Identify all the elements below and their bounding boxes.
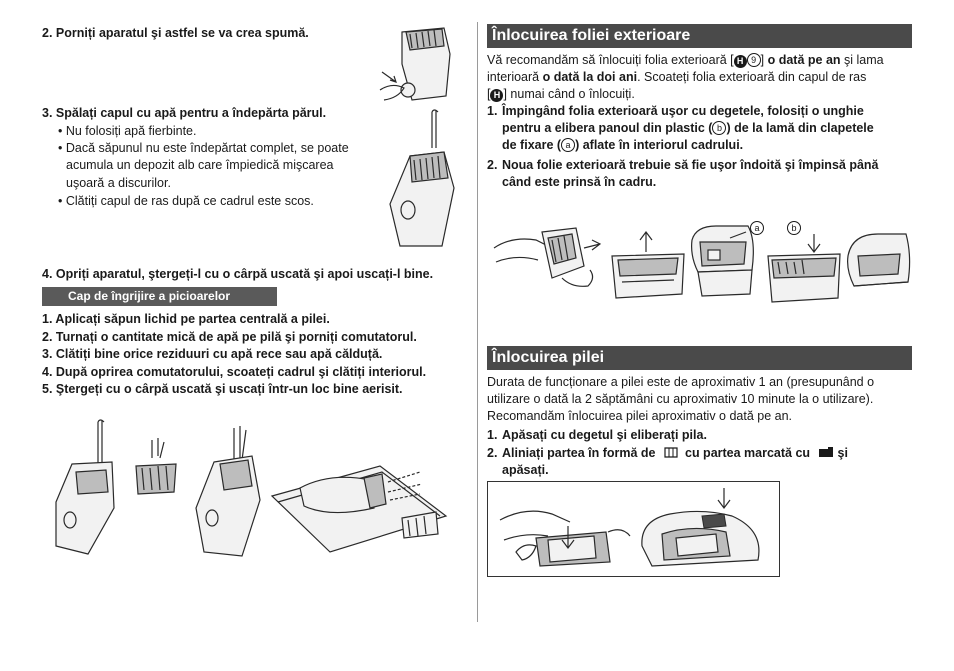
pile-paragraph: Durata de funcționare a pilei este de aproximativ 1 an (presupunând o utilizare o dată la 2 săptămâni cu aproximativ 10 minute la o utilizare). Recomandăm înlocuirea pilei aproximativ o dată pe an. (487, 375, 875, 423)
frame-with-clip-a-illustration (686, 220, 758, 300)
part-9-marker: 9 (747, 53, 761, 67)
pile-insert-illustration (632, 486, 774, 574)
foil-remove-hands-illustration (492, 218, 604, 294)
care-step-1: 1. Aplicați săpun lichid pe partea centrală a pilei. (42, 312, 330, 326)
label-b: b (787, 221, 801, 235)
column-divider (477, 22, 478, 622)
foil-step-1: 1. Împingând folia exterioară uşor cu degetele, folosiți o unghie pentru a elibera panoul din plastic ( b ) de la lamă din clapetele de fixare ( a ) aflate în interiorul cadrului. (487, 104, 874, 152)
care-step-5: 5. Ştergeți cu o cârpă uscată şi uscați într-un loc bine aerisit. (42, 382, 403, 396)
care-step-2: 2. Turnați o cantitate mică de apă pe pilă şi porniți comutatorul. (42, 330, 417, 344)
bullet-soap-line1: • Dacă săpunul nu este îndepărtat complet, se poate (58, 141, 349, 155)
foil-step-2: 2. Noua folie exterioară trebuie să fie uşor îndoită şi împinsă până când este prinsă în cadru. (487, 158, 879, 189)
pile-step-1: 1. Apăsați cu degetul şi eliberați pila. (487, 428, 707, 442)
heading-pile-replacement: Înlocuirea pilei (487, 346, 912, 370)
part-h-icon: H (734, 55, 747, 68)
frame-removed-illustration (130, 436, 182, 498)
frame-rinse-illustration (190, 420, 270, 562)
step-2-start: 2. Porniți aparatul şi astfel se va crea spumă. (42, 26, 309, 40)
pile-notch-shape-icon (663, 446, 681, 459)
marker-a: a (561, 138, 575, 152)
part-h-icon-2: H (490, 89, 503, 102)
pile-illustration-frame (487, 481, 780, 577)
frame-side-view-illustration (842, 226, 914, 298)
marked-part-icon (818, 446, 834, 458)
step-3-rinse: 3. Spălați capul cu apă pentru a îndepărta părul. (42, 106, 327, 120)
rinse-illustration (382, 108, 464, 250)
care-step-3: 3. Clătiți bine orice reziduuri cu apă rece sau apă călduță. (42, 347, 383, 361)
foil-panel-lift-illustration (608, 228, 688, 300)
bullet-soap-line2: acumula un depozit alb care împiedică mişcarea (66, 158, 334, 172)
pile-step-2: 2. Aliniați partea în formă de cu partea marcată cu şi apăsați. (487, 446, 848, 477)
pile-release-illustration (496, 492, 636, 570)
bullet-rinse-head: • Clătiți capul de ras după ce cadrul este scos. (58, 194, 314, 208)
foot-care-rinse-illustration (48, 416, 128, 558)
new-foil-insert-illustration (764, 232, 844, 304)
heading-foil-replacement: Înlocuirea foliei exterioare (487, 24, 912, 48)
cloth-drying-illustration (270, 462, 450, 554)
label-a: a (750, 221, 764, 235)
switch-on-illustration (372, 24, 460, 104)
bullet-no-hot-water: • Nu folosiți apă fierbinte. (58, 124, 197, 138)
care-step-4: 4. După oprirea comutatorului, scoateți cadrul şi clătiți interiorul. (42, 365, 427, 379)
section-badge-foot-care-head: Cap de îngrijire a picioarelor (42, 287, 277, 306)
bullet-soap-line3: uşoară a discurilor. (66, 176, 171, 190)
step-4-dry: 4. Opriți aparatul, ştergeți-l cu o cârpă uscată şi apoi uscați-l bine. (42, 267, 434, 281)
marker-b: b (712, 121, 726, 135)
foil-paragraph: Vă recomandăm să înlocuiți folia exterioară [ H 9 ] o dată pe an şi lama interioară o dată la doi ani. Scoateți folia exterioară din capul de ras [ H ] numai când o înlocuiți. (487, 53, 884, 101)
